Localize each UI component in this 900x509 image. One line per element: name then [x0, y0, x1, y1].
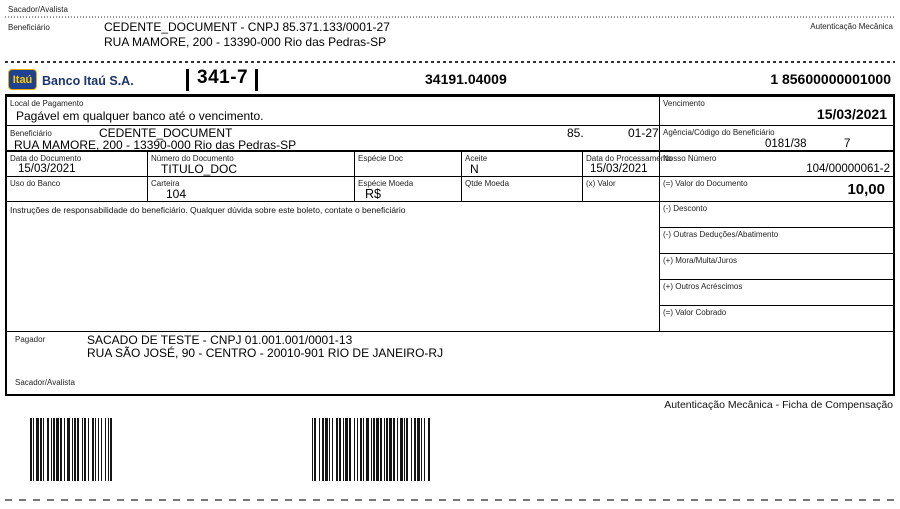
aceite-value: N [470, 162, 479, 176]
beneficiario-address: RUA MAMORE, 200 - 13390-000 Rio das Pedras-SP [14, 138, 297, 152]
instrucoes-text: Instruções de responsabilidade do beneficiário. Qualquer dúvida sobre este boleto, contate o beneficiário [10, 205, 406, 215]
field-vencimento [660, 97, 893, 126]
digitable-line-right: 1 85600000001000 [770, 71, 891, 87]
field-desconto [660, 202, 893, 228]
agencia-value-part1: 0181/38 [765, 138, 807, 150]
barcode-right [312, 418, 430, 481]
field-label: Espécie Moeda [358, 179, 414, 188]
beneficiario-cnpj-fragment: 01-27 [628, 126, 659, 140]
data-documento-value: 15/03/2021 [18, 163, 76, 175]
numero-documento-value: TITULO_DOC [161, 162, 238, 176]
top-beneficiario-line2: RUA MAMORE, 200 - 13390-000 Rio das Pedras-SP [104, 35, 387, 49]
separator-bar [186, 69, 189, 91]
nosso-numero-value: 104/00000061-2 [806, 163, 890, 175]
valor-documento-value: 10,00 [847, 181, 885, 198]
beneficiario-cnpj-fragment: 85. [567, 126, 584, 140]
field-valor-cobrado [660, 306, 893, 332]
top-beneficiario-line1: CEDENTE_DOCUMENT - CNPJ 85.371.133/0001-27 [104, 20, 390, 34]
separator-bar [255, 69, 258, 91]
field-label: Pagador [15, 335, 46, 344]
field-label: Uso do Banco [10, 179, 61, 188]
pagador-sacador-avalista-label: Sacador/Avalista [15, 378, 75, 387]
field-label: (+) Mora/Multa/Juros [663, 256, 738, 265]
field-label: Nosso Número [663, 154, 717, 163]
carteira-value: 104 [166, 187, 187, 201]
bank-header-band [5, 66, 895, 97]
digitable-line-center: 34191.04009 [425, 71, 507, 87]
field-carteira [148, 177, 355, 202]
field-label: Carteira [151, 179, 180, 188]
field-especie-doc [355, 152, 462, 177]
field-qtde-moeda [462, 177, 583, 202]
pagador-line2: RUA SÃO JOSÉ, 90 - CENTRO - 20010-901 RIO DE JANEIRO-RJ [87, 346, 444, 360]
field-label: Número do Documento [151, 154, 234, 163]
field-instrucoes [7, 202, 660, 332]
itau-logo-text: Itaú [12, 73, 33, 86]
field-aceite [462, 152, 583, 177]
field-data-processamento [583, 152, 672, 177]
field-label: (=) Valor do Documento [663, 179, 748, 188]
field-beneficiario [7, 126, 660, 152]
field-especie-moeda [355, 177, 462, 202]
field-label: (-) Outras Deduções/Abatimento [663, 230, 779, 239]
field-label: Data do Processamento [586, 154, 672, 163]
field-agencia-codigo [660, 126, 893, 152]
local-pagamento-value: Pagável em qualquer banco até o vencimento. [16, 109, 264, 123]
field-label: Data do Documento [10, 154, 82, 163]
top-sacador-avalista-label: Sacador/Avalista [8, 5, 68, 14]
top-autenticacao-label: Autenticação Mecânica [810, 22, 893, 31]
cut-line-top [5, 61, 895, 63]
itau-logo-icon [8, 69, 37, 90]
field-valor-documento [660, 177, 893, 202]
field-local-pagamento [7, 97, 660, 126]
field-mora-multa-juros [660, 254, 893, 280]
beneficiario-name: CEDENTE_DOCUMENT [99, 126, 233, 140]
autenticacao-ficha-label: Autenticação Mecânica - Ficha de Compensação [664, 399, 893, 411]
field-label: Local de Pagamento [10, 99, 84, 108]
pagador-line1: SACADO DE TESTE - CNPJ 01.001.001/0001-13 [87, 333, 353, 347]
field-numero-documento [148, 152, 355, 177]
field-nosso-numero [660, 152, 893, 177]
field-label: Beneficiário [10, 129, 52, 138]
field-valor [583, 177, 660, 202]
top-dotted-divider [5, 16, 895, 18]
field-label: (=) Valor Cobrado [663, 308, 727, 317]
data-processamento-value: 15/03/2021 [590, 163, 648, 175]
barcode-left [30, 418, 115, 481]
field-label: (+) Outros Acréscimos [663, 282, 743, 291]
especie-moeda-value: R$ [365, 187, 381, 201]
field-outras-deducoes [660, 228, 893, 254]
field-pagador [7, 332, 893, 394]
field-label: Qtde Moeda [465, 179, 510, 188]
field-uso-banco [7, 177, 148, 202]
field-outros-acrescimos [660, 280, 893, 306]
field-label: Agência/Código do Beneficiário [663, 128, 775, 137]
top-beneficiario-label: Beneficiário [8, 23, 50, 32]
vencimento-value: 15/03/2021 [816, 106, 887, 122]
agencia-value-part2: 7 [844, 138, 851, 150]
field-label: Espécie Doc [358, 154, 403, 163]
field-label: (-) Desconto [663, 204, 708, 213]
field-label: (x) Valor [586, 179, 616, 188]
cut-line-bottom [5, 499, 895, 501]
field-label: Vencimento [663, 99, 705, 108]
bank-code: 341-7 [197, 67, 249, 88]
ficha-de-compensacao [5, 97, 895, 396]
bank-name: Banco Itaú S.A. [42, 74, 134, 88]
field-label: Aceite [465, 154, 488, 163]
field-data-documento [7, 152, 148, 177]
